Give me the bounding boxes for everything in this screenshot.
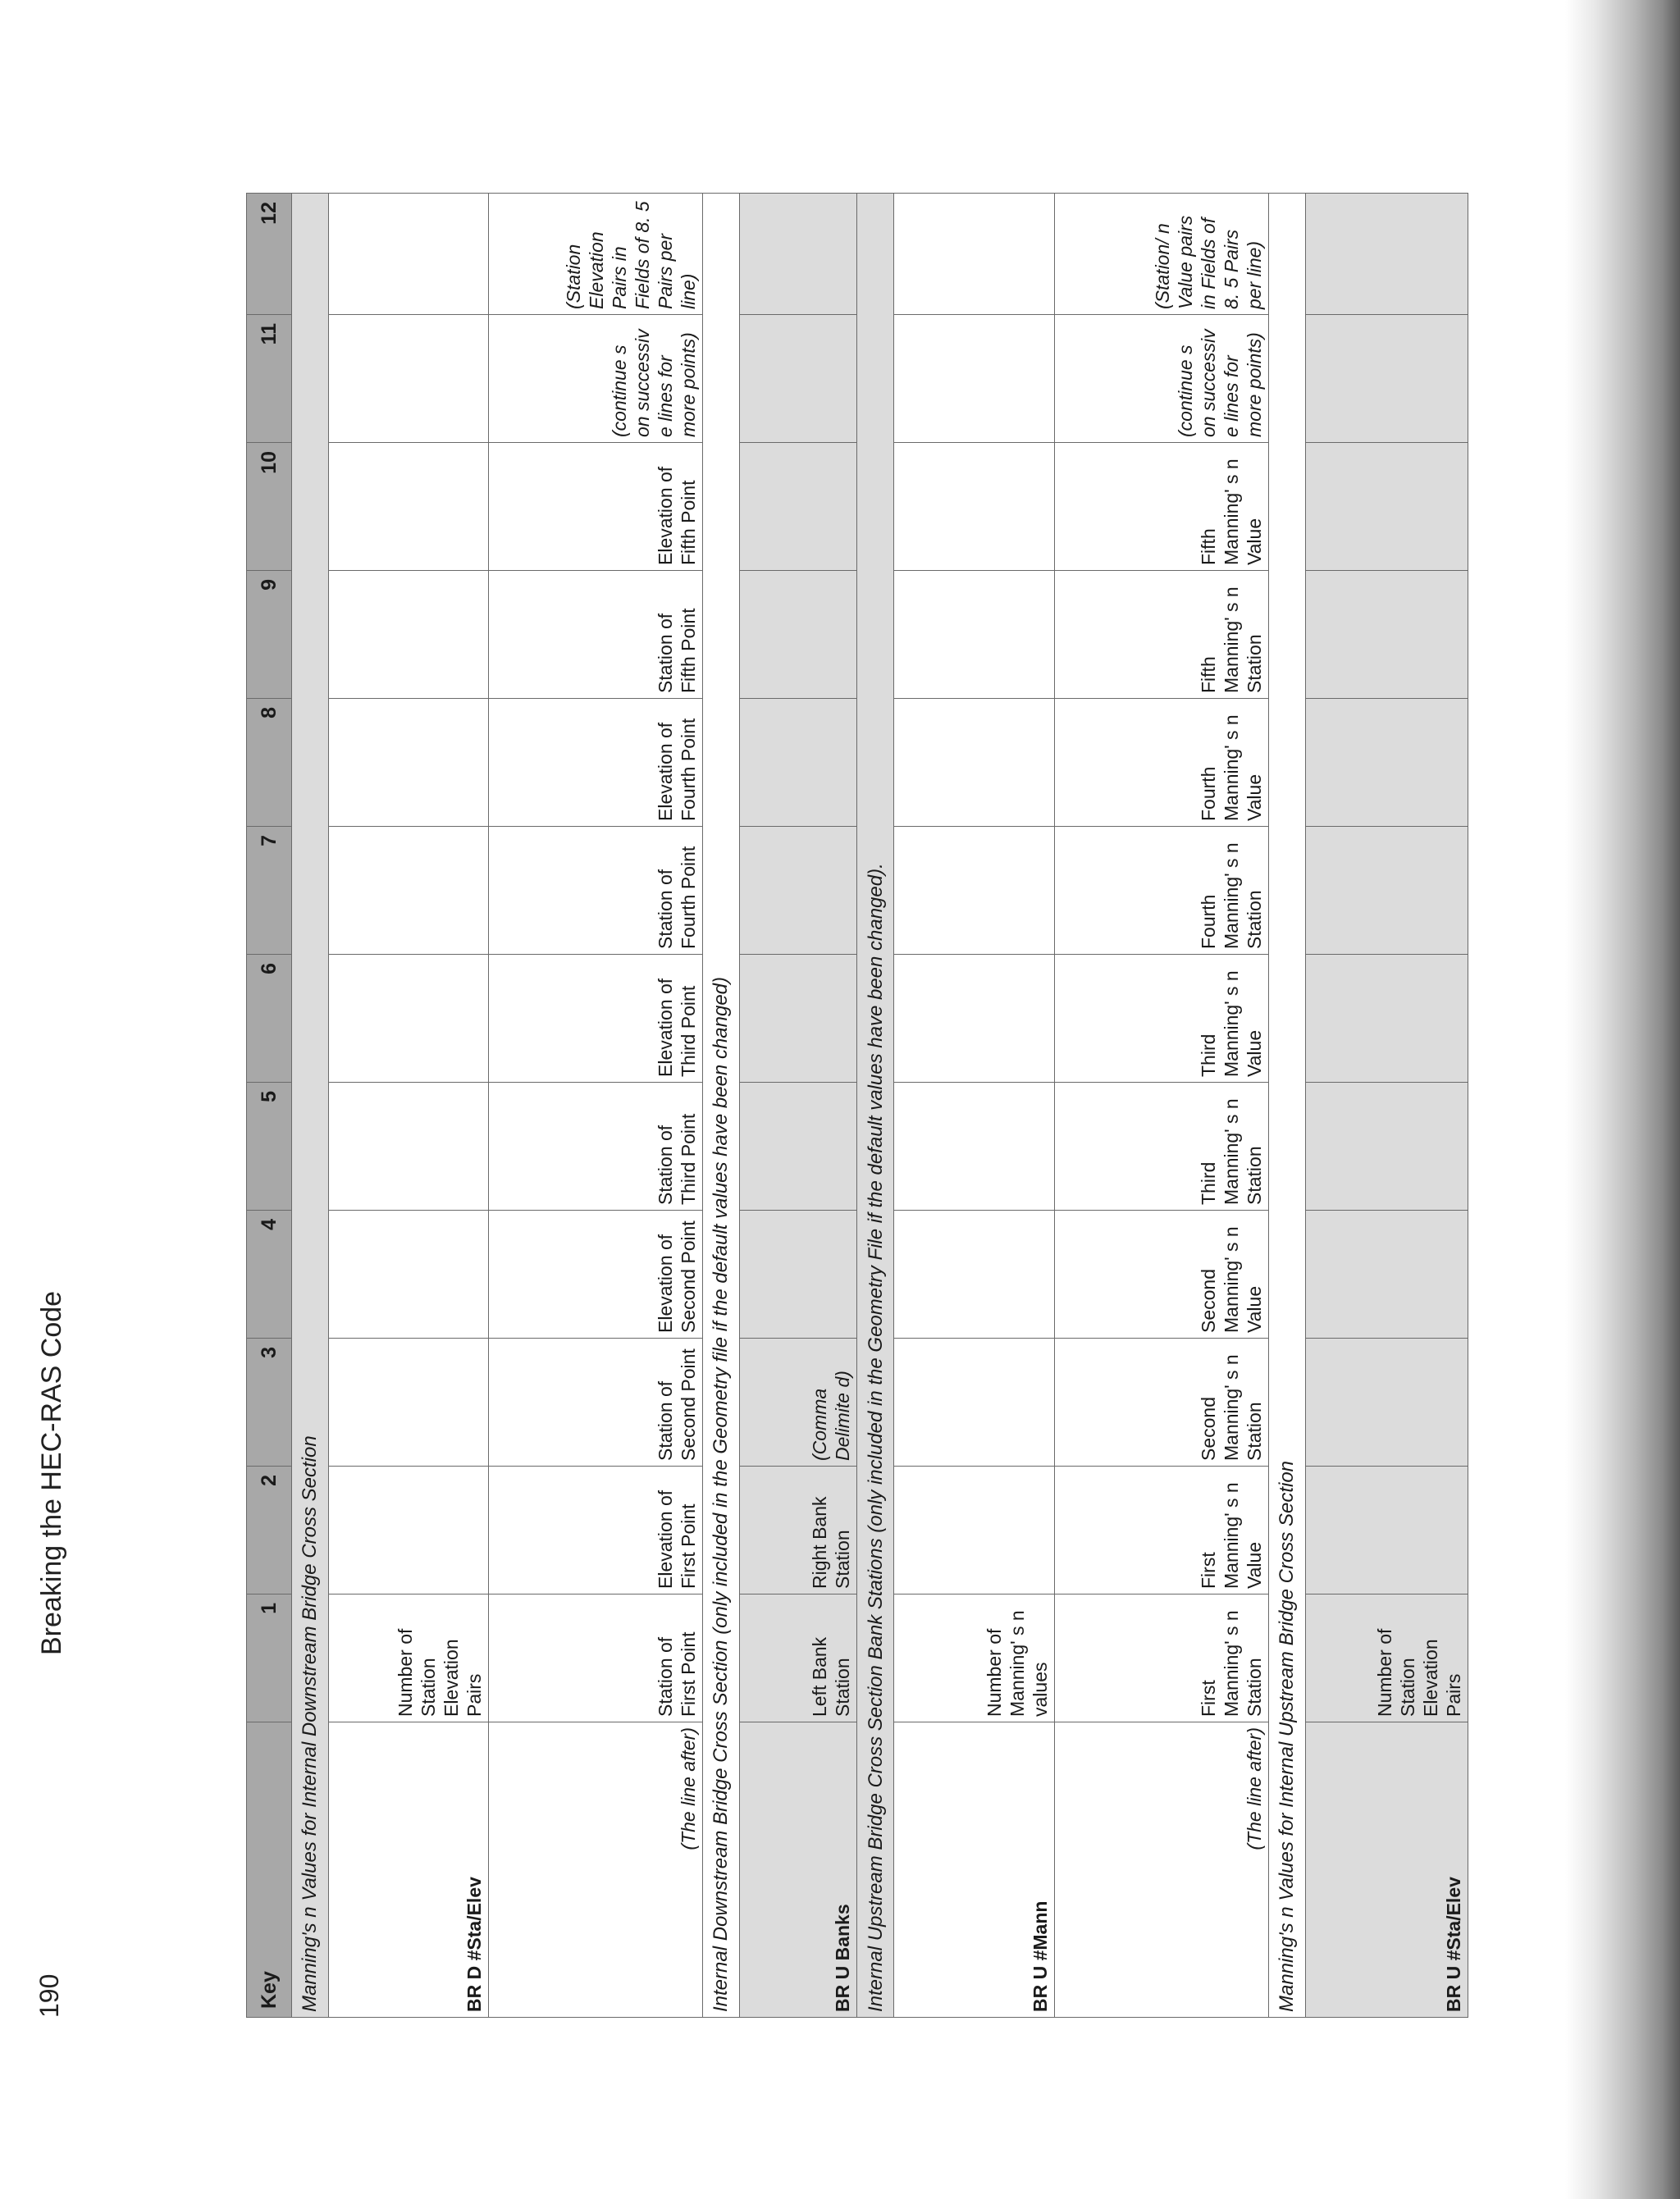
header-col-8: 8 (247, 699, 292, 827)
code-format-table-rotated (246, 197, 1468, 2018)
header-col-1: 1 (247, 1595, 292, 1722)
cell: Right Bank Station (739, 1467, 857, 1595)
cell: Number of Station Elevation Pairs (1305, 1595, 1468, 1722)
cell: Fifth Manning' s n Station (1054, 571, 1268, 699)
cell: First Manning' s n Value (1054, 1467, 1268, 1595)
header-col-2: 2 (247, 1467, 292, 1595)
header-col-6: 6 (247, 955, 292, 1083)
cell: Station of Third Point (489, 1083, 703, 1211)
cell: (Station Elevation Pairs in Fields of 8. 5 Pairs per line) (489, 194, 703, 315)
cell: First Manning' s n Station (1054, 1595, 1268, 1722)
row-key: BR U #Mann (894, 1722, 1055, 2018)
cell: Third Manning' s n Value (1054, 955, 1268, 1083)
header-col-5: 5 (247, 1083, 292, 1211)
row-key: BR U #Sta/Elev (1305, 1722, 1468, 2018)
table-row-bu-mann-after (1054, 194, 1268, 2018)
cell: Second Manning' s n Station (1054, 1339, 1268, 1467)
cell: (Station/ n Value pairs in Fields of 8. 5 Pairs per line) (1054, 194, 1268, 315)
book-binding-shadow (1565, 0, 1680, 2199)
cell: Third Manning' s n Station (1054, 1083, 1268, 1211)
cell: Station of Fifth Point (489, 571, 703, 699)
cell: Elevation of Third Point (489, 955, 703, 1083)
cell: Left Bank Station (739, 1595, 857, 1722)
cell: (continue s on successiv e lines for more points) (489, 315, 703, 443)
section-caption: Manning's n Values for Internal Downstream Bridge Cross Section (291, 194, 328, 2018)
row-key: (The line after) (1054, 1722, 1268, 2018)
cell: Station of First Point (489, 1595, 703, 1722)
cell: (Comma Delimite d) (739, 1339, 857, 1467)
row-key: BR D #Sta/Elev (328, 1722, 489, 2018)
cell: Fourth Manning' s n Value (1054, 699, 1268, 827)
section-caption: Manning's n Values for Internal Upstream Bridge Cross Section (1268, 194, 1305, 2018)
cell: (continue s on successiv e lines for more points) (1054, 315, 1268, 443)
cell: Fourth Manning' s n Station (1054, 827, 1268, 955)
table-row-bd-sta-elev (328, 194, 489, 2018)
cell: Elevation of Fourth Point (489, 699, 703, 827)
code-format-table (246, 193, 1468, 2018)
cell: Second Manning' s n Value (1054, 1211, 1268, 1339)
header-col-7: 7 (247, 827, 292, 955)
cell: Elevation of Second Point (489, 1211, 703, 1339)
running-section-title: Breaking the HEC-RAS Code (36, 1290, 67, 1655)
header-col-4: 4 (247, 1211, 292, 1339)
caption-row-bu-banks (703, 194, 740, 2018)
row-key: BR U Banks (739, 1722, 857, 2018)
header-col-10: 10 (247, 443, 292, 571)
cell: Elevation of Fifth Point (489, 443, 703, 571)
section-caption: Internal Upstream Bridge Cross Section Bank Stations (only included in the Geometry File if the default values have been changed). (857, 194, 894, 2018)
section-caption: Internal Downstream Bridge Cross Section (only included in the Geometry file if the default values have been changed) (703, 194, 740, 2018)
header-col-12: 12 (247, 194, 292, 315)
header-col-9: 9 (247, 571, 292, 699)
header-key: Key (247, 1722, 292, 2018)
page-number: 190 (34, 1973, 64, 2018)
header-col-11: 11 (247, 315, 292, 443)
cell: Number of Station Elevation Pairs (328, 1595, 489, 1722)
table-row-bd-after (489, 194, 703, 2018)
caption-row-bu-sta-elev (1268, 194, 1305, 2018)
cell: Fifth Manning' s n Value (1054, 443, 1268, 571)
column-header-row (247, 194, 292, 2018)
cell: Station of Fourth Point (489, 827, 703, 955)
caption-row-bu-mann (857, 194, 894, 2018)
cell: Number of Manning' s n values (894, 1595, 1055, 1722)
header-col-3: 3 (247, 1339, 292, 1467)
table-row-bu-sta-elev (1305, 194, 1468, 2018)
cell: Elevation of First Point (489, 1467, 703, 1595)
cell: Station of Second Point (489, 1339, 703, 1467)
caption-row-bd (291, 194, 328, 2018)
row-key: (The line after) (489, 1722, 703, 2018)
table-row-bu-mann (894, 194, 1055, 2018)
table-row-bu-banks (739, 194, 857, 2018)
